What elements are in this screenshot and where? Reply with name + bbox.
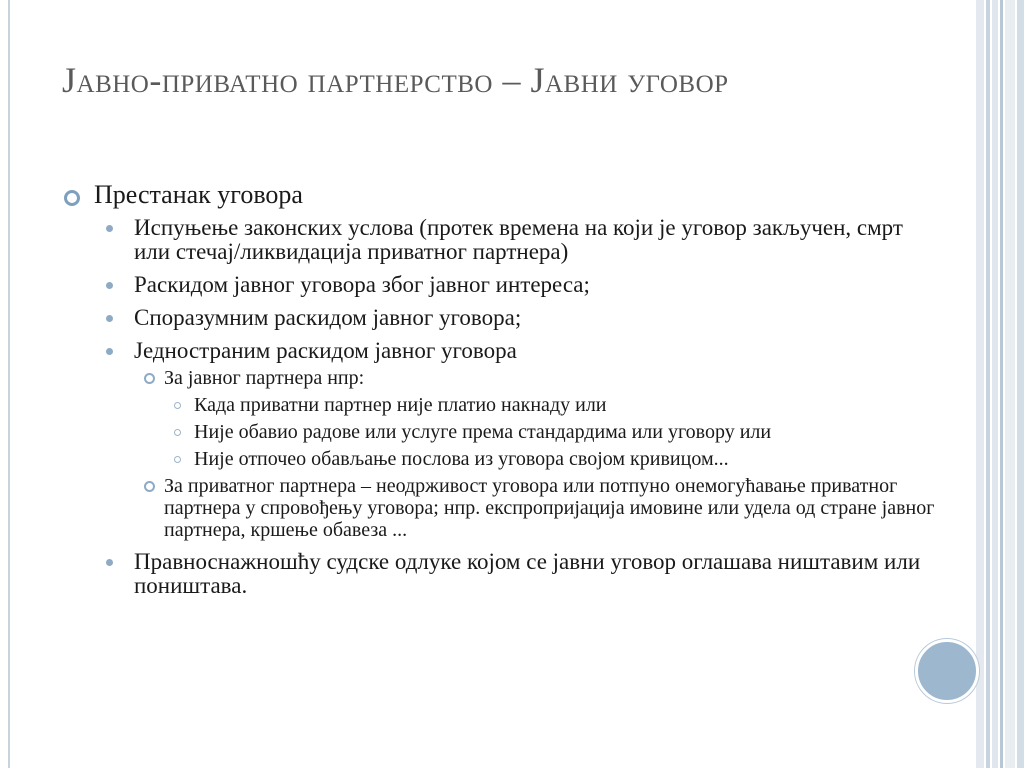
bullet-dot-icon [106,225,113,232]
bullet-dot-icon [106,315,113,322]
right-decor-stripe [1017,0,1024,768]
right-decor-stripe [986,0,990,768]
bullet-text: Када приватни партнер није платио накнаду или [194,394,607,416]
bullet-dot-icon [106,559,113,566]
bullet-level1 [64,180,944,210]
bullet-level3 [144,475,944,541]
bullet-level4 [172,421,944,443]
bullet-level2 [104,273,944,297]
bullet-text: Није отпочео обављање послова из уговора својом кривицом... [194,448,729,470]
bullet-ring-icon [174,429,181,436]
left-border-line [8,0,10,768]
bullet-dot-icon [106,348,113,355]
bullet-ring-icon [64,190,80,206]
slide-content [64,180,944,607]
bullet-ring-icon [144,373,155,384]
bullet-level2 [104,306,944,330]
bullet-text: Споразумним раскидом јавног уговора; [134,305,522,330]
right-decor-stripe [1000,0,1003,768]
decor-circle [915,639,979,703]
bullet-text: Није обавио радове или услуге према стандардима или уговору или [194,421,772,443]
bullet-text: За јавног партнера нпр: [164,367,365,389]
bullet-text: За приватног партнера – неодрживост уговора или потпуно онемогућавање приватног партнера у спровођењу уговора; нпр. експропријација имовине или удела од стране јавног партнера, кршење обавеза ... [164,475,935,541]
bullet-ring-icon [174,456,181,463]
bullet-level4 [172,448,944,470]
bullet-level2 [104,550,944,598]
bullet-level3 [144,367,944,389]
bullet-text: Раскидом јавног уговора због јавног интереса; [134,272,590,297]
bullet-dot-icon [106,282,113,289]
bullet-ring-icon [144,481,155,492]
bullet-ring-icon [174,402,181,409]
right-decor-stripe [992,0,998,768]
right-decor-stripe [976,0,984,768]
bullet-text: Једностраним раскидом јавног уговора [134,338,517,363]
bullet-text: Правноснажношћу судске одлуке којом се јавни уговор оглашава ништавим или поништава. [134,549,921,598]
bullet-text: Престанак уговора [94,180,303,209]
slide-title: Јавно-приватно партнерство – Јавни уговор [62,60,729,100]
bullet-level4 [172,394,944,416]
bullet-level2 [104,339,944,363]
bullet-level2 [104,216,944,264]
right-decor-stripe [1005,0,1015,768]
bullet-text: Испуњење законских услова (протек времена на који је уговор закључен, смрт или стечај/ликвидација приватног партнера) [134,215,903,264]
